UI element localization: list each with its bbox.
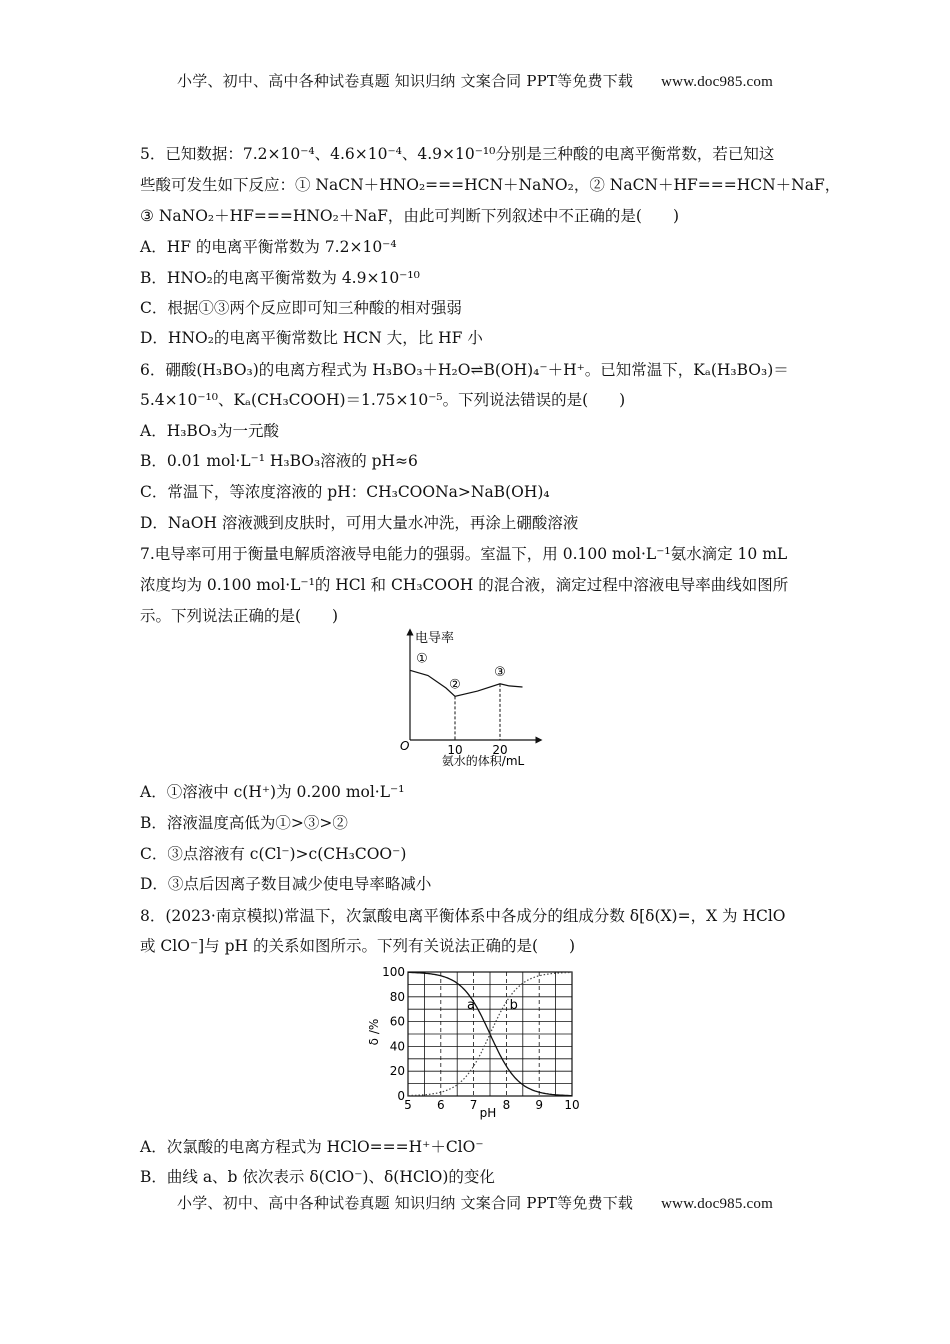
q8-option-b: B．曲线 a、b 依次表示 δ(ClO⁻)、δ(HClO)的变化 (140, 1168, 495, 1186)
q5-option-b: B．HNO₂的电离平衡常数为 4.9×10⁻¹⁰ (140, 269, 420, 287)
q6-option-b: B．0.01 mol·L⁻¹ H₃BO₃溶液的 pH≈6 (140, 452, 418, 470)
q5-stem-line-3: ③ NaNO₂＋HF===HNO₂＋NaF，由此可判断下列叙述中不正确的是( ) (140, 207, 679, 225)
x-tick-label: 7 (469, 1098, 478, 1112)
q7-stem-line-1: 7.电导率可用于衡量电解质溶液导电能力的强弱。室温下，用 0.100 mol·L⁻¹氨水滴定 10 mL (140, 545, 788, 563)
x-tick-label: 5 (404, 1098, 412, 1112)
q6-option-c: C．常温下，等浓度溶液的 pH：CH₃COONa>NaB(OH)₄ (140, 483, 550, 501)
dashed-guides (455, 684, 500, 740)
series-b-label: b (509, 998, 518, 1014)
y-axis-label: 电导率 (415, 631, 455, 646)
y-tick-labels (382, 965, 405, 1103)
q7-option-a: A．①溶液中 c(H⁺)为 0.200 mol·L⁻¹ (140, 783, 405, 801)
x-tick-label: 6 (436, 1098, 445, 1112)
conductivity-chart (395, 628, 545, 770)
q5-option-d: D．HNO₂的电离平衡常数比 HCN 大，比 HF 小 (140, 329, 483, 347)
y-axis-label: δ /% (367, 1018, 381, 1046)
point-label: ① (416, 651, 428, 667)
q8-stem-line-1: 8．(2023·南京模拟)常温下，次氯酸电离平衡体系中各成分的组成分数 δ[δ(X)=，X 为 HClO (140, 907, 786, 925)
q6-stem-line-1: 6．硼酸(H₃BO₃)的电离方程式为 H₃BO₃＋H₂O⇌B(OH)₄⁻＋H⁺。已知常温下，Kₐ(H₃BO₃)＝ (140, 361, 789, 379)
origin-label: O (400, 739, 410, 753)
q5-stem-line-1: 5．已知数据：7.2×10⁻⁴、4.6×10⁻⁴、4.9×10⁻¹⁰分别是三种酸的电离平衡常数，若已知这 (140, 145, 775, 163)
q6-option-a: A．H₃BO₃为一元酸 (140, 422, 280, 440)
page-footer (0, 1192, 950, 1213)
q8-option-a: A．次氯酸的电离方程式为 HClO===H⁺＋ClO⁻ (140, 1138, 484, 1156)
x-tick-label: 8 (502, 1098, 511, 1112)
x-axis-label: 氨水的体积/mL (441, 754, 525, 768)
y-tick-label: 0 (397, 1089, 405, 1103)
header-text: 小学、初中、高中各种试卷真题 知识归纳 文案合同 PPT等免费下载 (177, 72, 634, 90)
q7-option-c: C．③点溶液有 c(Cl⁻)>c(CH₃COO⁻) (140, 845, 407, 863)
x-tick-label: 10 (564, 1098, 580, 1112)
x-tick-label: 9 (535, 1098, 544, 1112)
y-tick-label: 40 (389, 1039, 405, 1054)
page-header (0, 70, 950, 91)
q7-option-d: D．③点后因离子数目减少使电导率略减小 (140, 875, 432, 893)
footer-site[interactable]: www.doc985.com (661, 1196, 773, 1212)
q5-option-c: C．根据①③两个反应即可知三种酸的相对强弱 (140, 299, 462, 317)
y-tick-label: 60 (389, 1014, 405, 1029)
series-a-label: a (467, 998, 476, 1014)
y-tick-label: 80 (389, 989, 405, 1004)
q7-stem-line-2: 浓度均为 0.100 mol·L⁻¹的 HCl 和 CH₃COOH 的混合液，滴定过程中溶液电导率曲线如图所 (140, 576, 789, 594)
delta-ph-chart (360, 962, 600, 1122)
q5-option-a: A．HF 的电离平衡常数为 7.2×10⁻⁴ (140, 238, 397, 256)
x-tick-label: 20 (492, 743, 508, 757)
q7-option-b: B．溶液温度高低为①>③>② (140, 814, 348, 832)
y-tick-label: 100 (382, 965, 405, 979)
x-axis-label: pH (479, 1106, 497, 1120)
point-label: ② (449, 677, 461, 693)
header-site[interactable]: www.doc985.com (661, 74, 773, 90)
delta-ph-chart-svg (360, 962, 600, 1122)
q8-stem-line-2: 或 ClO⁻]与 pH 的关系如图所示。下列有关说法正确的是( ) (140, 937, 576, 955)
x-tick-label: 10 (447, 743, 463, 757)
q6-option-d: D．NaOH 溶液溅到皮肤时，可用大量水冲洗，再涂上硼酸溶液 (140, 514, 579, 532)
footer-text: 小学、初中、高中各种试卷真题 知识归纳 文案合同 PPT等免费下载 (177, 1194, 634, 1212)
point-label: ③ (494, 664, 506, 680)
conductivity-chart-svg (395, 628, 545, 770)
q7-stem-line-3: 示。下列说法正确的是( ) (140, 607, 339, 625)
q6-stem-line-2: 5.4×10⁻¹⁰、Kₐ(CH₃COOH)＝1.75×10⁻⁵。下列说法错误的是( ) (140, 391, 626, 409)
q5-stem-line-2: 些酸可发生如下反应：① NaCN＋HNO₂===HCN＋NaNO₂，② NaCN＋HF===HCN＋NaF， (140, 176, 841, 194)
y-tick-label: 20 (389, 1064, 405, 1079)
